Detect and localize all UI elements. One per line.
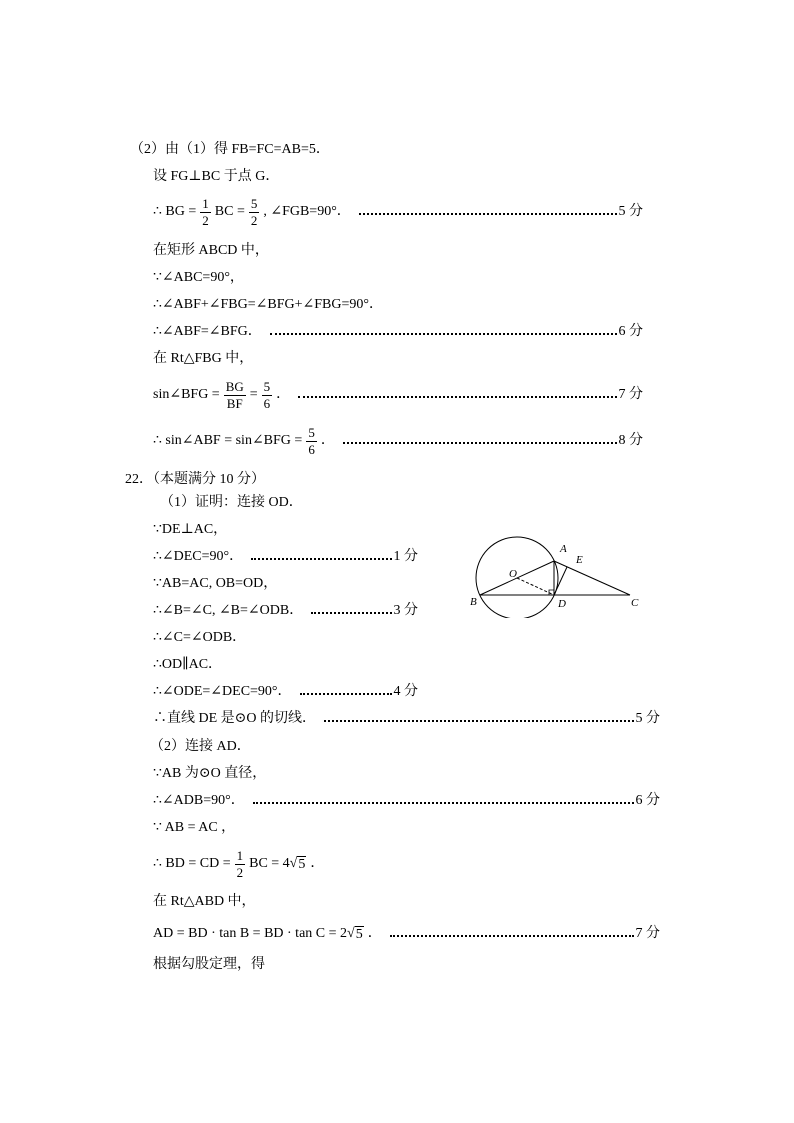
q22-part1-step-8 (153, 710, 660, 728)
score-label: 6 分 (618, 324, 643, 339)
q22-part1-step-5: ∴∠C=∠ODB． (153, 630, 247, 645)
score-label: 7 分 (635, 926, 660, 941)
score-label: 8 分 (618, 433, 643, 448)
dotted-leader (298, 396, 616, 398)
fraction (200, 197, 211, 228)
score-label: 4 分 (393, 684, 418, 699)
score-label: 5 分 (635, 711, 660, 726)
q22-part2-step-2 (153, 792, 660, 810)
step-text: ∴∠B=∠C, ∠B=∠ODB． (153, 603, 304, 618)
step-text: ． (310, 856, 325, 871)
q21-step-8 (153, 378, 643, 412)
step-text: ∴∠DEC=90°． (153, 549, 244, 564)
point-label-d: D (558, 598, 566, 610)
q22-part2-step-5: 在 Rt△ABD 中， (153, 894, 256, 909)
fraction (249, 197, 260, 228)
fraction-denominator: 2 (202, 212, 209, 228)
fraction-numerator: 5 (263, 378, 271, 394)
q22-part1-intro: （1）证明：连接 OD． (160, 495, 303, 510)
sqrt-radicand: 5 (298, 857, 306, 872)
dotted-leader (324, 720, 633, 722)
fraction-denominator: 6 (263, 395, 271, 411)
q22-part1-step-7 (153, 683, 418, 701)
segment-de (554, 567, 567, 595)
fraction-denominator: 2 (250, 212, 258, 228)
circle-triangle-figure (465, 528, 645, 618)
q21-step-2 (153, 195, 643, 229)
score-label: 3 分 (393, 603, 418, 618)
dotted-leader (251, 558, 391, 560)
q21-part2-intro: （2）由（1）得 FB=FC=AB=5． (130, 142, 330, 157)
point-label-c: C (631, 597, 639, 609)
step-text: BC = 4√ (249, 856, 298, 871)
fraction-numerator: 5 (308, 424, 315, 440)
q22-part1-step-1: ∵DE⊥AC， (153, 522, 228, 537)
score-label: 1 分 (393, 549, 418, 564)
fraction (262, 380, 273, 411)
q22-header: 22．（本题满分 10 分） (125, 472, 265, 487)
q21-step-3: 在矩形 ABCD 中， (153, 243, 269, 258)
step-text: ∴ BG = (153, 204, 197, 219)
fraction (235, 849, 246, 880)
fraction-numerator: BG (225, 378, 244, 394)
q22-part1-step-3: ∵AB=AC, OB=OD， (153, 576, 278, 591)
step-text: BC = (214, 204, 245, 219)
fraction-denominator: BF (226, 395, 243, 411)
fraction-numerator: 1 (236, 847, 244, 863)
segment-od-dashed (517, 578, 554, 595)
segment-ac (554, 561, 630, 595)
q21-step-9 (153, 424, 643, 458)
step-text: , ∠FGB=90°． (263, 204, 351, 219)
step-text: ． (276, 387, 291, 402)
dotted-leader (300, 693, 392, 695)
step-text: = (249, 387, 258, 402)
q22-part2-step-6 (153, 925, 660, 943)
dotted-leader (343, 442, 617, 444)
step-text: ∴直线 DE 是⊙O 的切线． (153, 711, 317, 726)
fraction-denominator: 6 (308, 441, 315, 457)
q21-step-1: 设 FG⊥BC 于点 G． (153, 169, 280, 184)
q22-part2-intro: （2）连接 AD． (150, 739, 251, 754)
step-text: ∴ sin∠ABF = sin∠BFG = (153, 433, 303, 448)
sqrt-radicand: 5 (355, 927, 363, 942)
q22-part2-step-3: ∵ AB = AC ， (153, 820, 236, 835)
dotted-leader (390, 935, 634, 937)
point-label-b: B (470, 596, 477, 608)
q22-part1-step-2 (153, 548, 418, 566)
step-text: sin∠BFG = (153, 387, 220, 402)
fraction (306, 426, 317, 457)
step-text: ∴∠ADB=90°． (153, 793, 245, 808)
q22-part2-step-1: ∵AB 为⊙O 直径， (153, 766, 267, 781)
dotted-leader (253, 802, 634, 804)
step-text: ∴∠ABF=∠BFG． (153, 324, 262, 339)
q22-part2-step-4 (153, 847, 324, 881)
fraction-denominator: 2 (236, 864, 244, 880)
fraction (224, 380, 246, 411)
point-label-e: E (576, 554, 583, 566)
step-text: ． (320, 433, 335, 448)
q21-step-7: 在 Rt△FBG 中， (153, 351, 254, 366)
step-text: AD = BD · tan B = BD · tan C = 2√ (153, 926, 355, 941)
fraction-numerator: 5 (250, 195, 258, 211)
score-label: 5 分 (618, 204, 643, 219)
q21-step-5: ∴∠ABF+∠FBG=∠BFG+∠FBG=90°． (153, 297, 383, 312)
q22-part1-step-4 (153, 602, 418, 620)
score-label: 6 分 (635, 793, 660, 808)
fraction-numerator: 1 (202, 195, 209, 211)
q21-step-6 (153, 323, 643, 341)
point-label-a: A (560, 543, 567, 555)
q22-part1-step-6: ∴OD∥AC． (153, 657, 223, 672)
score-label: 7 分 (618, 387, 643, 402)
dotted-leader (359, 213, 617, 215)
q22-part2-step-7: 根据勾股定理，得 (153, 957, 265, 972)
q21-step-4: ∵∠ABC=90°， (153, 270, 244, 285)
step-text: ． (367, 926, 382, 941)
step-text: ∴∠ODE=∠DEC=90°． (153, 684, 292, 699)
dotted-leader (270, 333, 617, 335)
step-text: ∴ BD = CD = (153, 856, 231, 871)
dotted-leader (311, 612, 391, 614)
point-label-o: O (509, 568, 517, 580)
